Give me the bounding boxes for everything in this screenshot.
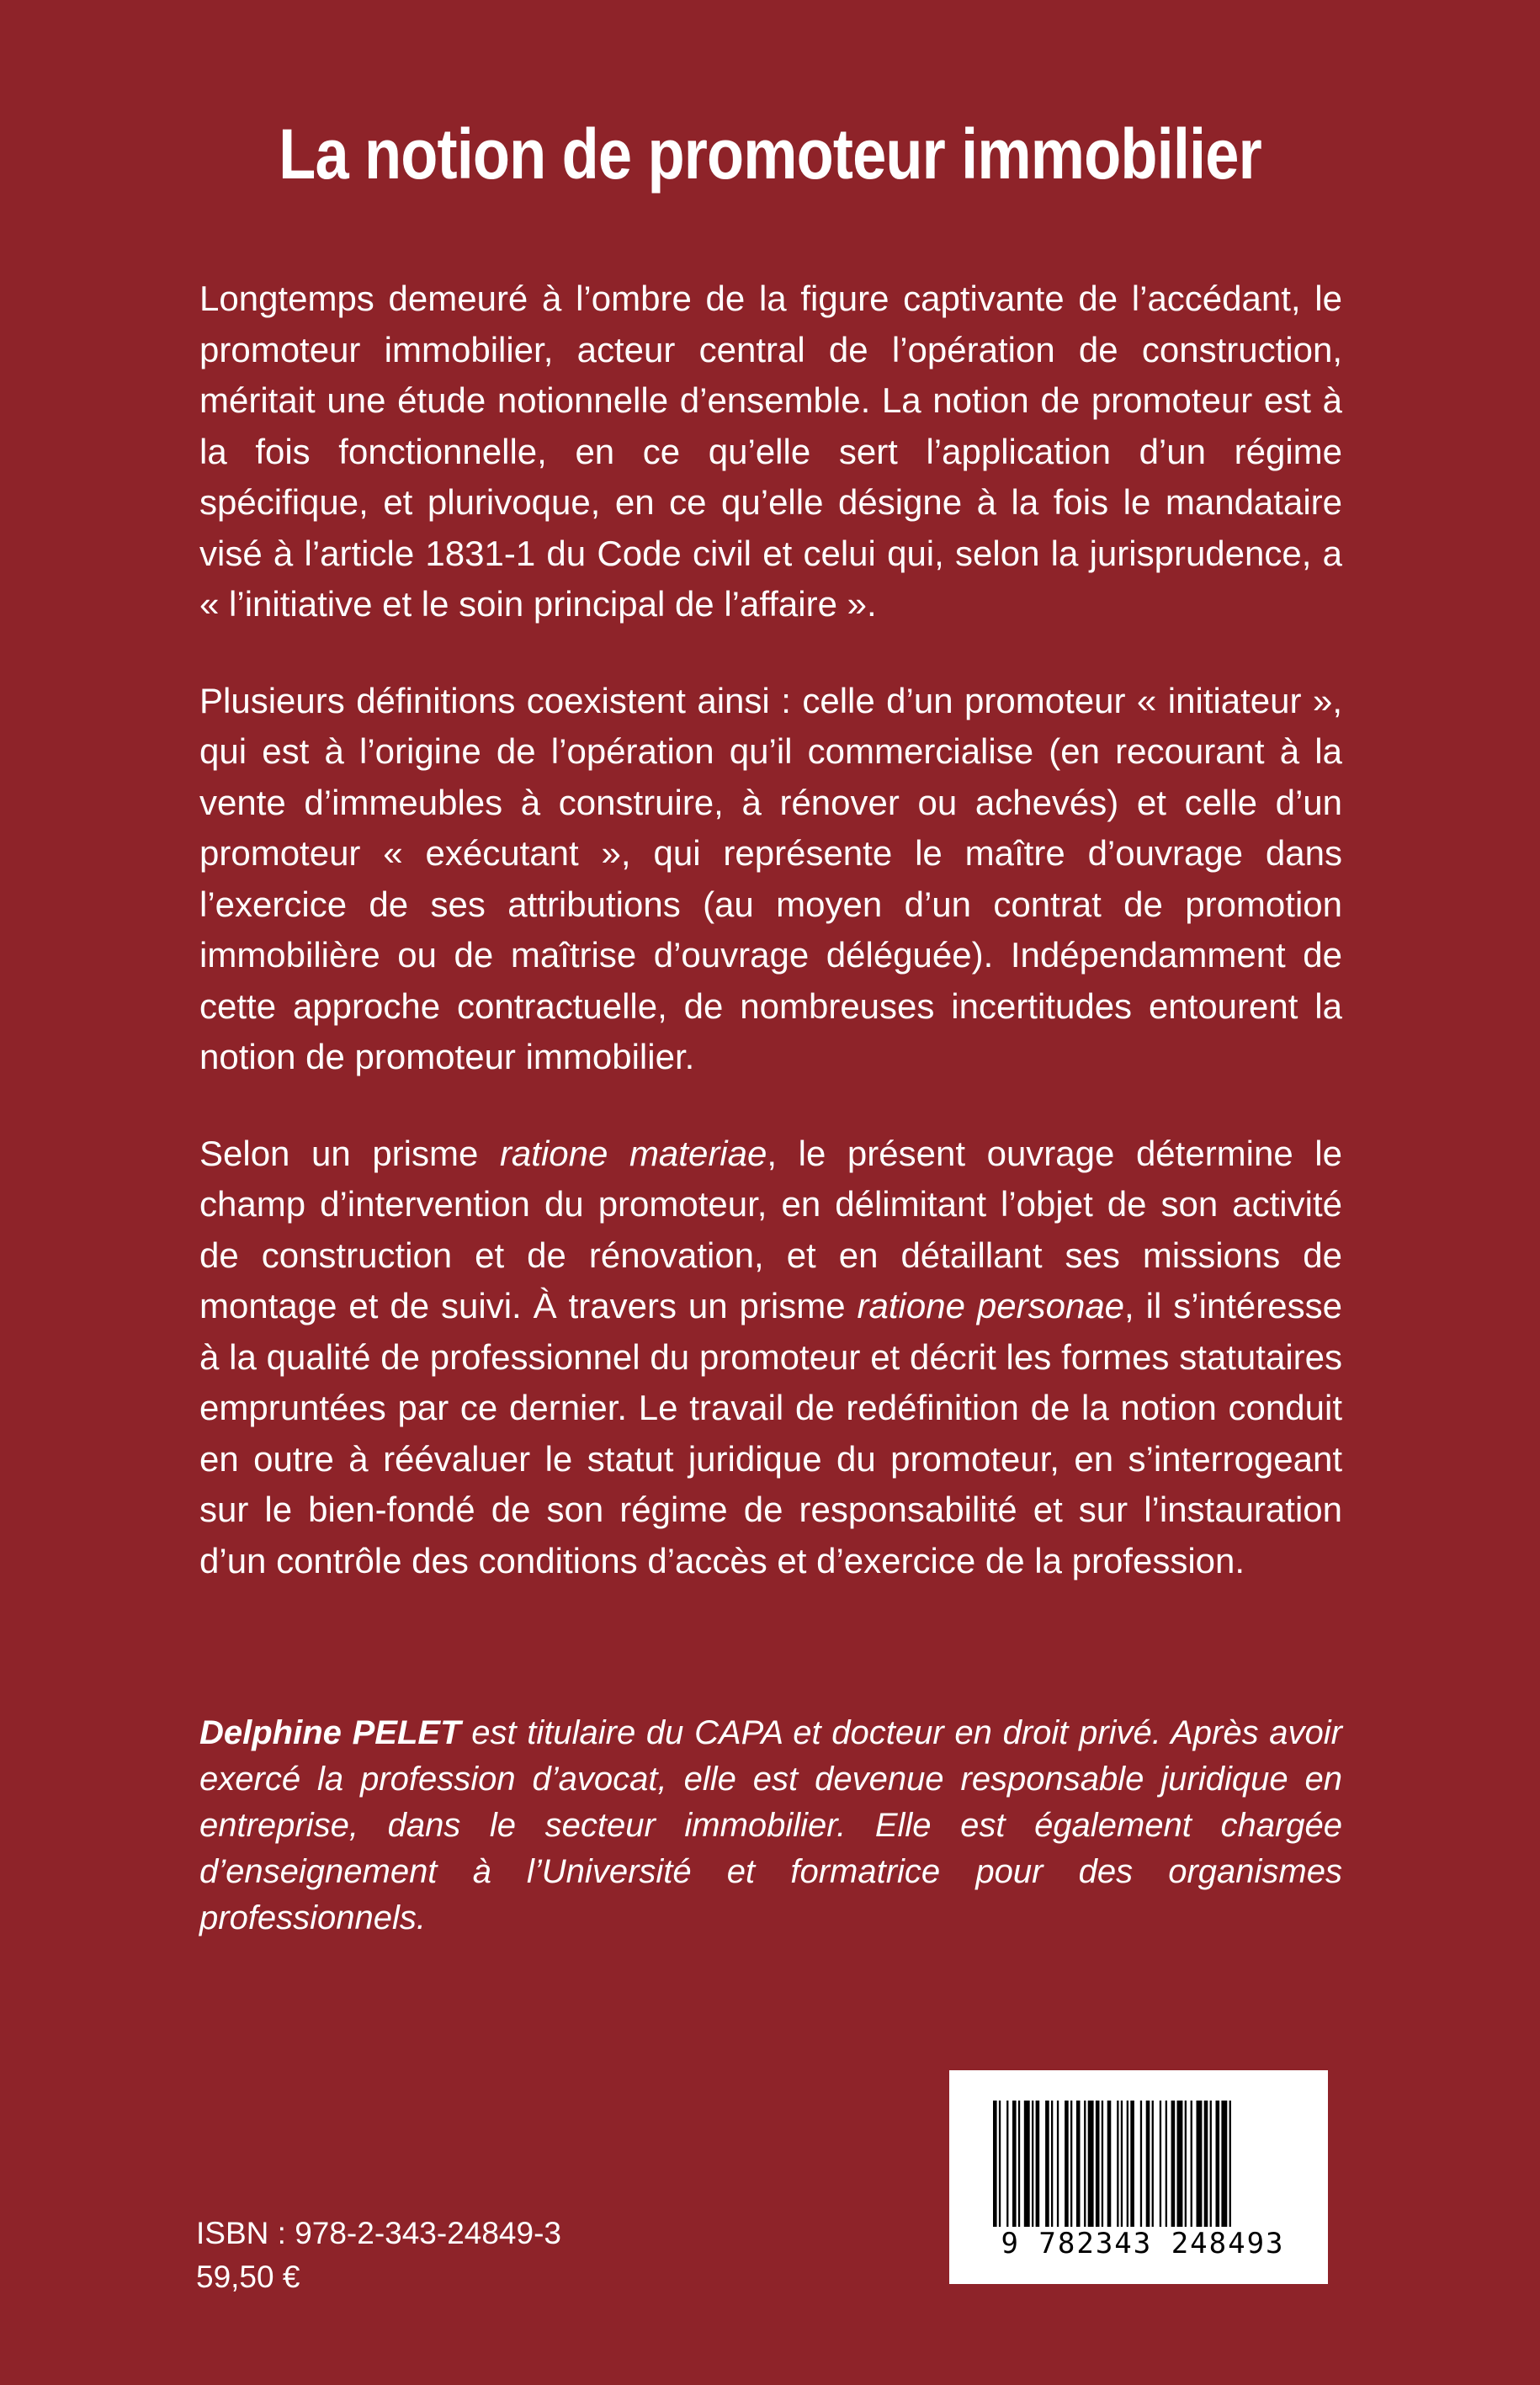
barcode-digits: 9 782343 248493 [1001,2227,1285,2260]
barcode-bar [1032,2101,1033,2227]
summary-paragraph-3 [199,1129,1342,1587]
barcode-bar [1177,2101,1183,2227]
isbn-block [196,2212,561,2299]
summary-p3-text-3: , il s’intéresse à la qualité de professionnel du promoteur et décrit les formes statutaires empruntées par ce dernier. Le travail de redéfinition de la notion conduit en outre à réévaluer le statut juridique du promoteur, en s’interrogeant sur le bien-fondé de son régime de responsabilité et sur l’instauration d’un contrôle des conditions d’accès et d’exercice de la profession. [199,1286,1342,1580]
book-title: La notion de promoteur immobilier [279,114,1261,194]
barcode-bar [1107,2101,1112,2227]
barcode-bar [1204,2101,1208,2227]
summary-p3-text-1: Selon un prisme [199,1133,500,1173]
barcode-bar [1160,2101,1161,2227]
author-bio-text: est titulaire du CAPA et docteur en droit privé. Après avoir exercé la profession d’avocat, elle est devenue responsable juridique en entreprise, dans le secteur immobilier. Elle est également chargée d’enseignement à l’Université et formatrice pour des organismes professionnels. [199,1714,1342,1936]
barcode-bar [1216,2101,1220,2227]
barcode-bar [1210,2101,1212,2227]
barcode-bar [1088,2101,1094,2227]
barcode-bar [1076,2101,1081,2227]
barcode-bar [1221,2101,1227,2227]
barcode-bar [1130,2101,1134,2227]
barcode-bar [1171,2101,1176,2227]
isbn-label: ISBN : 978-2-343-24849-3 [196,2216,561,2250]
barcode-bar [1084,2101,1086,2227]
barcode-bar [1152,2101,1154,2227]
summary-p3-italic-1: ratione materiae [499,1133,767,1173]
barcode-bar [1012,2101,1017,2227]
barcode-bar [1191,2101,1192,2227]
barcode-bar [1121,2101,1123,2227]
summary-p3-italic-2: ratione personae [857,1286,1125,1325]
author-bio [199,1710,1342,1941]
barcode-bar [1051,2101,1053,2227]
barcode-bar [1024,2101,1030,2227]
barcode-bar [999,2101,1001,2227]
barcode-bar [993,2101,997,2227]
barcode-bar [1096,2101,1100,2227]
barcode-bar [1065,2101,1069,2227]
barcode-bar [1166,2101,1167,2227]
barcode-bar [1045,2101,1049,2227]
barcode-bars [990,2101,1296,2227]
barcode-bar [1127,2101,1128,2227]
barcode-bar [1036,2101,1040,2227]
author-name: Delphine PELET [199,1714,461,1751]
barcode-bar [1117,2101,1118,2227]
barcode-bar [1102,2101,1103,2227]
barcode-bar [1140,2101,1142,2227]
barcode-bar [1229,2101,1231,2227]
barcode-bar [1057,2101,1059,2227]
barcode-bar [1146,2101,1150,2227]
price-label: 59,50 € [196,2260,300,2294]
barcode-bar [1070,2101,1072,2227]
barcode [945,2066,1332,2288]
barcode-bar [1006,2101,1008,2227]
barcode-bar [1185,2101,1187,2227]
summary-paragraph-2: Plusieurs définitions coexistent ainsi : celle d’un promoteur « initiateur », qui est à l’origine de l’opération qu’il commercialise (en recourant à la vente d’immeubles à construire, à rénover ou achevés) et celle d’un promoteur « exécutant », qui représente le maître d’ouvrage dans l’exercice de ses attributions (au moyen d’un contrat de promotion immobilière ou de maîtrise d’ouvrage déléguée). Indépendamment de cette approche contractuelle, de nombreuses incertitudes entourent la notion de promoteur immobilier. [199,680,1342,1076]
summary-paragraph-1: Longtemps demeuré à l’ombre de la figure captivante de l’accédant, le promoteur immobilier, acteur central de l’opération de construction, méritait une étude notionnelle d’ensemble. La notion de promoteur est à la fois fonctionnelle, en ce qu’elle sert l’application d’un régime spécifique, et plurivoque, en ce qu’elle désigne à la fois le mandataire visé à l’article 1831-1 du Code civil et celui qui, selon la jurisprudence, a « l’initiative et le soin principal de l’affaire ». [199,279,1342,624]
barcode-bar [1018,2101,1020,2227]
summary-p3-text-2: , le présent ouvrage détermine le champ d’intervention du promoteur, en délimitant l’objet de son activité de construction et de rénovation, et en détaillant ses missions de montage et de suivi. À travers un prisme [199,1133,1342,1325]
barcode-bar [1197,2101,1203,2227]
book-summary [199,274,1342,1632]
